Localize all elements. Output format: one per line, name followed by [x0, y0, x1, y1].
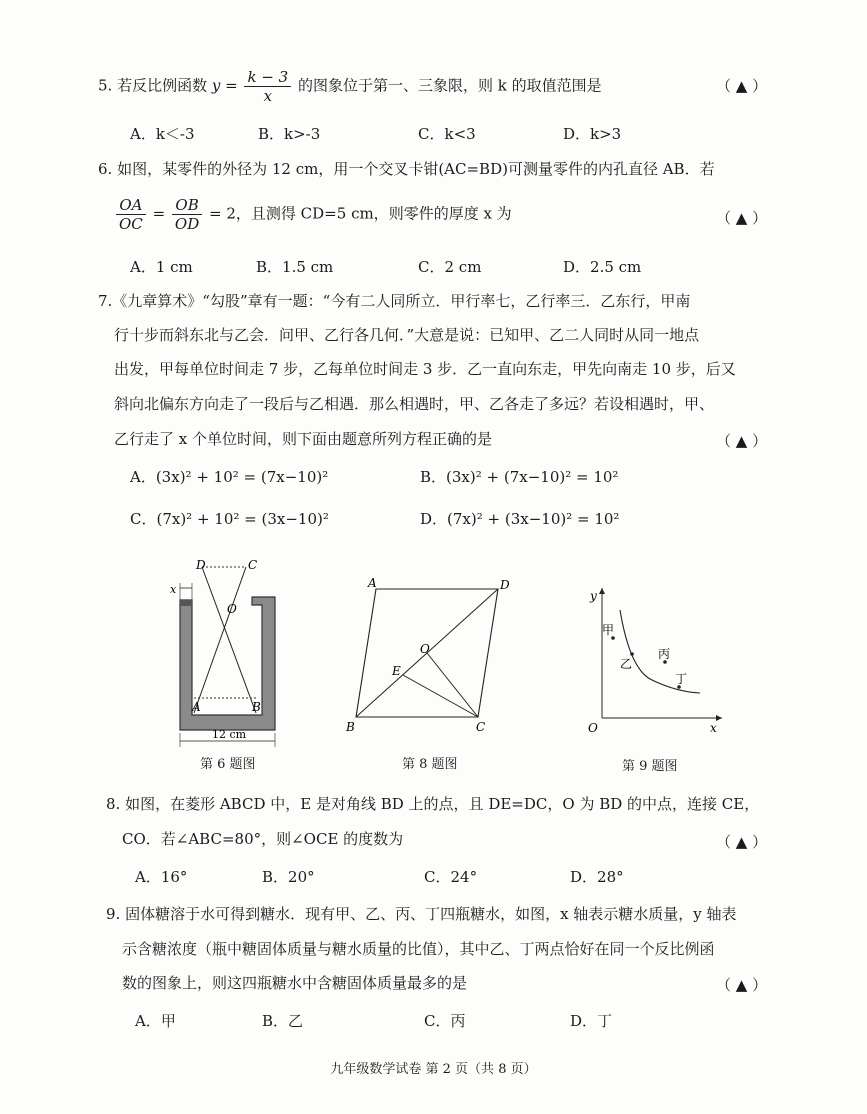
q5-option-d: D．k>3: [563, 125, 622, 143]
fig9-label-ding: 丁: [675, 672, 688, 686]
fig6-label-x: x: [170, 583, 177, 596]
q7-option-a: A．(3x)² + 10² = (7x−10)²: [130, 468, 329, 486]
fig6-label-b: B: [252, 700, 261, 714]
fig8-label-c: C: [476, 720, 486, 734]
fig9-label-bing: 丙: [658, 647, 671, 661]
q5-suffix: 的图象位于第一、三象限，则 k 的取值范围是: [298, 76, 602, 95]
q7-line2: 行十步而斜东北与乙会．问甲、乙行各几何．”大意是说：已知甲、乙二人同时从同一地点: [114, 326, 700, 344]
fig8-label-d: D: [500, 578, 510, 592]
page-footer: 九年级数学试卷 第 2 页（共 8 页）: [330, 1062, 537, 1077]
q6-f2-numerator: OB: [172, 196, 202, 215]
q7-line4: 斜向北偏东方向走了一段后与乙相遇．那么相遇时，甲、乙各走了多远？若设相遇时，甲、: [114, 395, 715, 413]
q5-option-c: C．k<3: [418, 125, 476, 143]
q5-prefix: 5. 若反比例函数: [98, 76, 208, 95]
fig6-label-o: O: [227, 602, 237, 616]
q9-line2: 示含糖浓度（瓶中糖固体质量与糖水质量的比值），其中乙、丁两点恰好在同一个反比例函: [122, 940, 715, 958]
q6-fraction-2: [172, 196, 202, 233]
q6-equals: =: [152, 204, 166, 223]
q9-option-c: C．丙: [424, 1012, 466, 1030]
fig6-label-c: C: [248, 558, 258, 572]
fig8-label-o: O: [420, 642, 430, 656]
q9-line3: 数的图象上，则这四瓶糖水中含糖固体质量最多的是: [122, 974, 468, 992]
q9-option-d: D．丁: [570, 1012, 613, 1030]
figure-8: [340, 575, 520, 740]
fig9-label-jia: 甲: [602, 623, 615, 637]
q8-option-a: A．16°: [135, 868, 188, 886]
q6-option-d: D．2.5 cm: [563, 258, 642, 276]
q9-line1: 9. 固体糖溶于水可得到糖水．现有甲、乙、丙、丁四瓶糖水，如图，x 轴表示糖水质量，y 轴表: [106, 905, 737, 923]
q9-option-a: A．甲: [135, 1012, 176, 1030]
q5-fraction: [244, 68, 291, 105]
q8-option-b: B．20°: [262, 868, 315, 886]
q5-numerator: k − 3: [244, 68, 291, 87]
figure-6: [160, 555, 290, 755]
q6-option-a: A．1 cm: [130, 258, 193, 276]
fig9-x-arrow: [716, 715, 722, 721]
fig9-caption: 第 9 题图: [622, 759, 678, 774]
fig6-label-d: D: [196, 558, 206, 572]
fig8-line-ec: [403, 675, 478, 717]
q6-line2: [114, 196, 512, 233]
q7-line5: 乙行走了 x 个单位时间，则下面由题意所列方程正确的是: [114, 430, 492, 448]
q8-option-c: C．24°: [424, 868, 478, 886]
fig6-caption: 第 6 题图: [200, 757, 256, 772]
q7-option-c: C．(7x)² + 10² = (3x−10)²: [130, 510, 329, 528]
q9-option-b: B．乙: [262, 1012, 304, 1030]
q8-option-d: D．28°: [570, 868, 624, 886]
q5-answer-mark: （ ▲ ）: [716, 77, 768, 95]
fig8-label-e: E: [392, 664, 401, 678]
q5-denominator: x: [263, 87, 273, 105]
q7-line1: 7.《九章算术》“勾股”章有一题：“今有二人同所立．甲行率七，乙行率三．乙东行，甲南: [98, 292, 691, 310]
fig9-y-arrow: [599, 588, 605, 594]
q8-line2: CO．若∠ABC=80°，则∠OCE 的度数为: [122, 830, 404, 848]
figure-9: [582, 580, 732, 740]
q8-line1: 8. 如图，在菱形 ABCD 中，E 是对角线 BD 上的点，且 DE=DC，O 为 BD 的中点，连接 CE，: [106, 795, 760, 813]
fig8-caption: 第 8 题图: [402, 757, 458, 772]
q7-option-b: B．(3x)² + (7x−10)² = 10²: [420, 468, 619, 486]
q6-option-b: B．1.5 cm: [256, 258, 334, 276]
fig9-label-o: O: [588, 721, 598, 735]
q5-option-b: B．k>-3: [258, 125, 321, 143]
question-5: [98, 68, 602, 105]
fig9-point-yi: [630, 652, 634, 656]
q7-answer-mark: （ ▲ ）: [716, 432, 768, 450]
q8-answer-mark: （ ▲ ）: [716, 833, 768, 851]
fig9-label-x: x: [710, 721, 717, 735]
fig9-label-yi: 乙: [620, 657, 633, 671]
q6-line2-tail: = 2，且测得 CD=5 cm，则零件的厚度 x 为: [209, 204, 512, 223]
q6-line1: 6. 如图，某零件的外径为 12 cm，用一个交叉卡钳(AC=BD)可测量零件的内孔直径 AB．若: [98, 160, 715, 178]
q6-answer-mark: （ ▲ ）: [716, 209, 768, 227]
fig6-label-a: A: [192, 700, 201, 714]
fig6-line-ca: [194, 567, 246, 713]
q7-option-d: D．(7x)² + (3x−10)² = 10²: [420, 510, 620, 528]
fig9-label-y: y: [590, 589, 597, 603]
fig8-line-oc: [427, 653, 478, 717]
q7-line3: 出发，甲每单位时间走 7 步，乙每单位时间走 3 步．乙一直向东走，甲先向南走 10 步，后又: [114, 360, 736, 378]
q6-fraction-1: [116, 196, 146, 233]
q6-option-c: C．2 cm: [418, 258, 482, 276]
q6-f2-denominator: OD: [174, 215, 200, 233]
q6-f1-numerator: OA: [116, 196, 146, 215]
q9-answer-mark: （ ▲ ）: [716, 976, 768, 994]
fig8-label-b: B: [346, 720, 355, 734]
fig6-line-db: [202, 567, 256, 713]
fig6-width-label: 12 cm: [212, 728, 247, 741]
fig8-label-a: A: [368, 576, 377, 590]
fig6-thickness: [180, 600, 192, 606]
q6-f1-denominator: OC: [119, 215, 143, 233]
q5-option-a: A．k＜-3: [130, 125, 195, 143]
q5-y-eq: y =: [211, 76, 238, 95]
